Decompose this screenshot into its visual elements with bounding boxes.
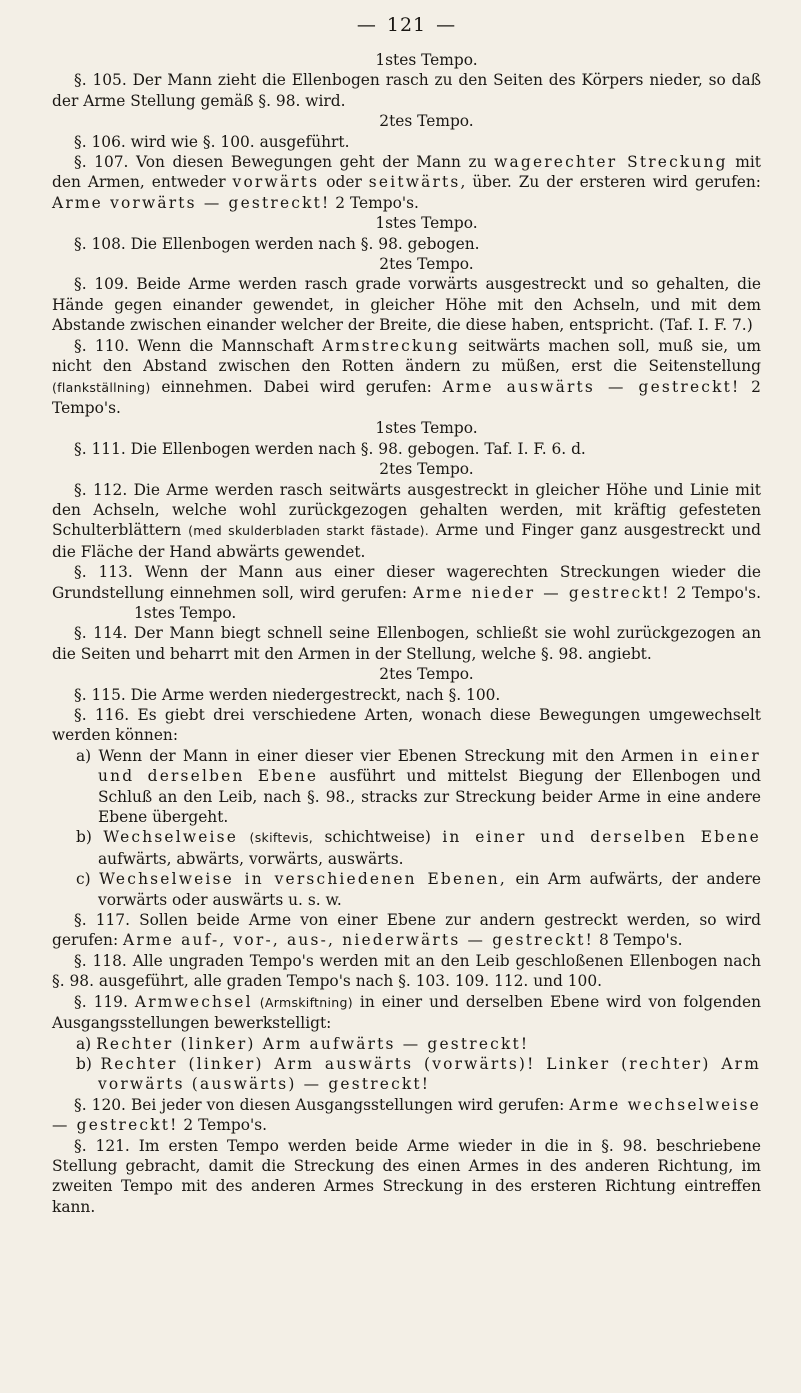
list-item-119a bbox=[76, 1034, 761, 1054]
tempo-heading: 2tes Tempo. bbox=[379, 112, 474, 131]
text-run: ein Arm aufwärts, der andere vorwärts oder auswärts u. s. w. bbox=[98, 870, 761, 909]
spaced-term: Wechselweise in verschiedenen Ebenen, bbox=[99, 870, 507, 889]
tempo-heading: 2tes Tempo. bbox=[379, 665, 474, 684]
spaced-term: seitwärts bbox=[368, 173, 461, 192]
latin-gloss: (med skulderbladen starkt fästade). bbox=[188, 523, 430, 539]
command-text: Arme auf-, vor-, aus-, niederwärts — gestreckt! bbox=[123, 931, 595, 950]
text-run: in einer und derselben Ebene wird von folgenden Ausgangsstellungen bewerkstelligt: bbox=[52, 992, 761, 1033]
latin-gloss: (Armskiftning) bbox=[259, 994, 353, 1010]
command-text: Arme wechselweise — gestreckt! bbox=[52, 1095, 761, 1135]
text-run: §. 107. Von diesen Bewegungen geht der Mann zu bbox=[74, 153, 487, 172]
paragraph-110 bbox=[52, 336, 761, 419]
paragraph-117 bbox=[52, 910, 761, 951]
text-run: c) bbox=[76, 870, 91, 889]
paragraph-114: §. 114. Der Mann biegt schnell seine Ellenbogen, schließt sie wohl zurückgezogen an die Seiten und beharrt mit den Armen in der Stellung, welche §. 98. angiebt. bbox=[52, 624, 761, 663]
paragraph-120 bbox=[52, 1095, 761, 1136]
text-run: Arme und Finger ganz ausgestreckt und die Fläche der Hand abwärts gewendet. bbox=[52, 521, 761, 561]
paragraph-118: §. 118. Alle ungraden Tempo's werden mit an den Leib geschloßenen Ellenbogen nach §. 98. ausgeführt, alle graden Tempo's nach §. 103. 109. 112. und 100. bbox=[52, 951, 761, 991]
tempo-heading: 2tes Tempo. bbox=[379, 460, 474, 479]
text-run: seitwärts machen soll, muß sie, um nicht den Abstand zwischen den Rotten ändern zu müßen, erst die Seitenstellung bbox=[52, 336, 761, 376]
list-item-119b bbox=[76, 1054, 761, 1095]
paragraph-105: §. 105. Der Mann zieht die Ellenbogen rasch zu den Seiten des Körpers nieder, so daß der Arme Stellung gemäß §. 98. wird. bbox=[52, 71, 761, 110]
header-dash-right: — bbox=[436, 14, 457, 36]
text-run: oder bbox=[326, 173, 362, 192]
header-dash-left: — bbox=[356, 14, 377, 36]
text-run: aufwärts, abwärts, vorwärts, auswärts. bbox=[98, 849, 404, 868]
tempo-heading: 1stes Tempo. bbox=[134, 603, 237, 622]
paragraph-115: §. 115. Die Arme werden niedergestreckt, nach §. 100. bbox=[74, 685, 501, 704]
spaced-term: in einer und derselben Ebene bbox=[442, 828, 761, 847]
tempo-heading: 1stes Tempo. bbox=[375, 51, 478, 69]
text-run: §. 112. Die Arme werden rasch seitwärts ausgestreckt in gleicher Höhe und Linie mit den Achseln, welche wohl zurückgezogen gehalten werden, mit kräftig gefesteten Schulterblättern bbox=[52, 480, 761, 540]
text-run: ausführt und mittelst Biegung der Ellenbogen und Schluß an den Leib, nach §. 98., stracks zur Streckung beider Arme in eine andere Ebene übergeht. bbox=[98, 767, 761, 827]
text-run: einnehmen. Dabei wird gerufen: bbox=[161, 377, 432, 396]
spaced-term: vorwärts bbox=[232, 173, 320, 192]
latin-gloss: (skiftevis, bbox=[249, 830, 314, 846]
text-run: mit den Armen, entweder bbox=[52, 153, 761, 192]
paragraph-116: §. 116. Es giebt drei verschiedene Arten, wonach diese Bewegungen umgewechselt werden können: bbox=[52, 706, 761, 745]
paragraph-106: §. 106. wird wie §. 100. ausgeführt. bbox=[74, 132, 350, 151]
text-run: §. 113. Wenn der Mann aus einer dieser wagerechten Streckungen wieder die Grundstellung einnehmen soll, wird gerufen: bbox=[52, 563, 761, 602]
paragraph-111: §. 111. Die Ellenbogen werden nach §. 98. gebogen. Taf. I. F. 6. d. bbox=[74, 439, 586, 458]
page-header bbox=[52, 14, 761, 36]
text-run: a) bbox=[76, 1034, 92, 1053]
spaced-term: Wechselweise bbox=[103, 828, 239, 847]
paragraph-113 bbox=[52, 562, 761, 623]
paragraph-119 bbox=[52, 992, 761, 1034]
text-run: §. 120. Bei jeder von diesen Ausgangsstellungen wird gerufen: bbox=[74, 1095, 565, 1114]
list-item-116a bbox=[76, 746, 761, 828]
command-text: Arme vorwärts — gestreckt! bbox=[52, 193, 331, 212]
text-run: 2 Tempo's. bbox=[183, 1116, 268, 1135]
paragraph-108: §. 108. Die Ellenbogen werden nach §. 98. gebogen. bbox=[74, 234, 480, 253]
text-run: , über. Zu der ersteren wird gerufen: bbox=[460, 173, 761, 192]
spaced-term: wagerechter Streckung bbox=[494, 153, 728, 172]
paragraph-109: §. 109. Beide Arme werden rasch grade vorwärts ausgestreckt und so gehalten, die Hände gegen einander gewendet, in gleicher Höhe mit den Achseln, und mit dem Abstande zwischen einander welcher der Breite, die diese haben, entspricht. (Taf. I. F. 7.) bbox=[52, 275, 761, 335]
text-run: 2 Tempo's. bbox=[676, 583, 761, 602]
text-run: a) Wenn der Mann in einer dieser vier Ebenen Streckung mit den Armen bbox=[76, 746, 674, 765]
tempo-heading: 1stes Tempo. bbox=[375, 214, 478, 233]
spaced-term: in einer und derselben Ebene bbox=[98, 746, 761, 786]
tempo-heading: 1stes Tempo. bbox=[375, 419, 478, 438]
text-run: 2 Tempo's. bbox=[335, 193, 419, 212]
text-run: 2 Tempo's. bbox=[52, 377, 761, 417]
paragraph-121: §. 121. Im ersten Tempo werden beide Arme wieder in die in §. 98. beschriebene Stellung gebracht, damit die Streckung des einen Armes in des anderen Richtung, im zweiten Tempo mit des anderen Armes Streckung in des ersteren Richtung eintreffen kann. bbox=[52, 1136, 761, 1216]
paragraph-112 bbox=[52, 480, 761, 563]
text-run: §. 110. Wenn die Mannschaft bbox=[74, 336, 314, 355]
page-number: 121 bbox=[386, 14, 427, 36]
text-run: 8 Tempo's. bbox=[598, 931, 683, 950]
tempo-heading: 2tes Tempo. bbox=[379, 255, 474, 274]
text-run: b) bbox=[76, 1054, 92, 1073]
text-run: §. 119. bbox=[74, 992, 128, 1011]
command-text: Rechter (linker) Arm auswärts (vorwärts)! Linker (rechter) Arm vorwärts (auswärts) — gestreckt! bbox=[98, 1054, 761, 1094]
text-run: b) bbox=[76, 828, 92, 847]
spaced-term: Armwechsel bbox=[134, 992, 253, 1011]
spaced-term: Armstreckung bbox=[322, 336, 460, 355]
text-run: §. 117. Sollen beide Arme von einer Ebene zur andern gestreckt werden, so wird gerufen: bbox=[52, 911, 761, 950]
paragraph-107 bbox=[52, 152, 761, 213]
command-text: Arme nieder — gestreckt! bbox=[412, 583, 671, 602]
latin-gloss: (flankställning) bbox=[52, 379, 151, 395]
list-item-116b bbox=[76, 827, 761, 869]
body-text bbox=[52, 50, 761, 1217]
text-run: schichtweise) bbox=[324, 828, 431, 847]
command-text: Rechter (linker) Arm aufwärts — gestreckt! bbox=[96, 1034, 530, 1053]
list-item-116c bbox=[76, 869, 761, 910]
command-text: Arme auswärts — gestreckt! bbox=[442, 377, 741, 396]
